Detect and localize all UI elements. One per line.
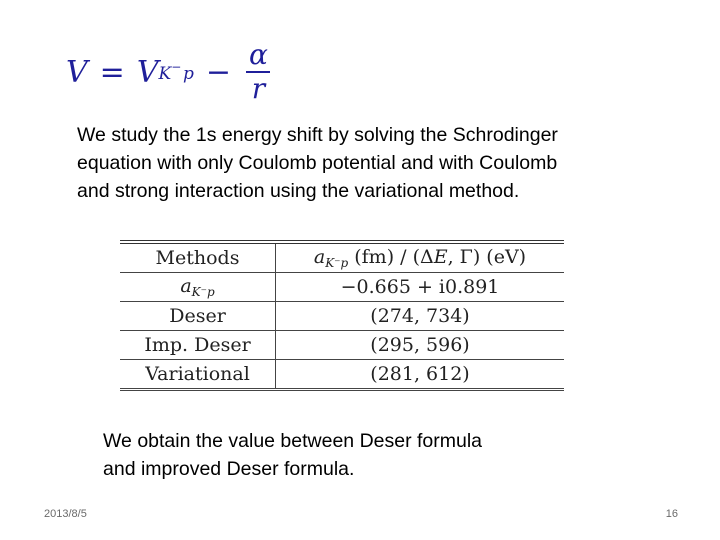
formula-lhs: V (66, 54, 88, 90)
conclusion-line-2: and improved Deser formula. (103, 458, 355, 480)
row-value: (274, 734) (276, 302, 565, 331)
row-method: Variational (120, 360, 276, 390)
row-value: (281, 612) (276, 360, 565, 390)
table-header-row (120, 244, 564, 273)
row-value: (295, 596) (276, 331, 565, 360)
row-method: Deser (120, 302, 276, 331)
table-row (120, 302, 564, 331)
row-value: −0.665 + i0.891 (276, 273, 565, 302)
header-values: $a_{K^-p}$ (fm) / (ΔE, Γ) (eV) (276, 244, 565, 273)
page-number: 16 (665, 508, 678, 520)
study-line-3: and strong interaction using the variational method. (77, 180, 520, 202)
study-line-2: equation with only Coulomb potential and with Coulomb (77, 152, 558, 174)
formula-subscript: K− p (158, 60, 194, 84)
footer-date: 2013/8/5 (44, 508, 87, 520)
row-method: $a_{K^-p}$ (120, 273, 276, 302)
fraction-denominator: r (251, 71, 266, 105)
alpha-over-r-fraction (245, 38, 272, 105)
row-method: Imp. Deser (120, 331, 276, 360)
table-row (120, 360, 564, 390)
table-row (120, 273, 564, 302)
formula-equals: = (99, 54, 125, 90)
conclusion-text (103, 427, 482, 483)
table-row (120, 331, 564, 360)
conclusion-line-1: We obtain the value between Deser formula (103, 430, 483, 452)
potential-formula (66, 40, 272, 104)
formula-v: V (136, 54, 159, 90)
study-line-1: We study the 1s energy shift by solving the Schrodinger (77, 124, 558, 146)
study-description (77, 121, 558, 205)
header-methods: Methods (120, 244, 276, 273)
results-table (120, 240, 564, 391)
fraction-numerator: α (248, 38, 268, 72)
formula-minus: − (205, 54, 231, 90)
